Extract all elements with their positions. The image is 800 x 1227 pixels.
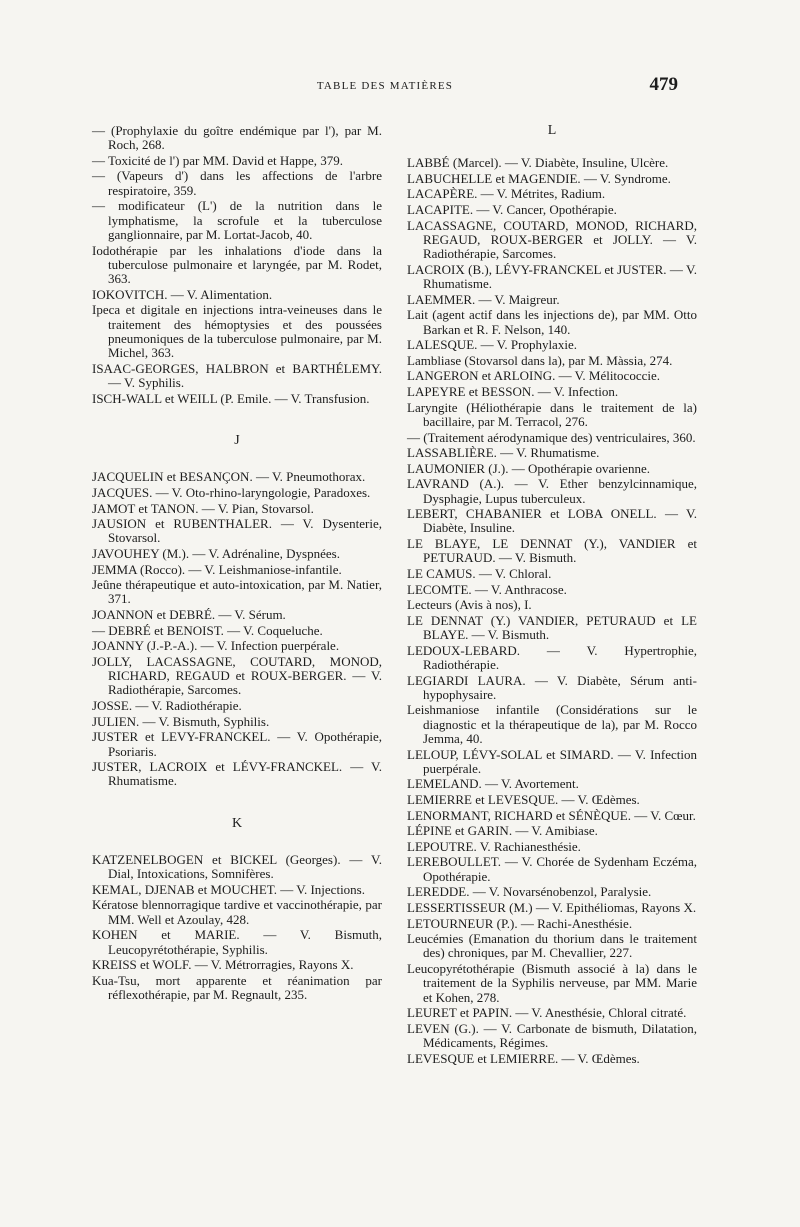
index-entry: JOSSE. — V. Radiothérapie. <box>92 698 242 714</box>
index-entry: LABBÉ (Marcel). — V. Diabète, Insuline, Ulcère. <box>407 155 669 171</box>
index-entry: JACQUELIN et BESANÇON. — V. Pneumothorax. <box>92 469 366 485</box>
running-title: TABLE DES MATIÈRES <box>316 80 454 92</box>
index-entry: LACAPITE. — V. Cancer, Opothérapie. <box>407 202 617 218</box>
index-entry: LETOURNEUR (P.). — Rachi-Anesthésie. <box>407 915 633 931</box>
index-entry: LEVESQUE et LEMIERRE. — V. Œdèmes. <box>407 1050 640 1066</box>
index-entry: Lambliase (Stovarsol dans la), par M. Màssia, 274. <box>407 352 673 368</box>
index-entry: Laryngite (Héliothérapie dans le traitement de la) bacillaire, par M. Terracol, 276. <box>407 399 697 429</box>
index-entry: LENORMANT, RICHARD et SÉNÈQUE. — V. Cœur. <box>407 807 696 823</box>
left-column <box>92 124 382 1004</box>
index-entry: KEMAL, DJENAB et MOUCHET. — V. Injections. <box>92 881 365 897</box>
index-entry: LEURET et PAPIN. — V. Anesthésie, Chloral citraté. <box>407 1005 687 1021</box>
index-entry: JOANNON et DEBRÉ. — V. Sérum. <box>92 607 286 623</box>
index-entry: — DEBRÉ et BENOIST. — V. Coqueluche. <box>92 622 323 638</box>
index-entry: JAVOUHEY (M.). — V. Adrénaline, Dyspnées. <box>92 545 340 561</box>
index-entry: — (Traitement aérodynamique des) ventriculaires, 360. <box>407 429 696 445</box>
index-entry: Leucémies (Emanation du thorium dans le traitement des) chroniques, par M. Chevallier, 227. <box>407 931 697 961</box>
index-entry: LASSABLIÈRE. — V. Rhumatisme. <box>407 445 600 461</box>
section-j-entries <box>92 470 382 788</box>
index-entry: JUSTER et LEVY-FRANCKEL. — V. Opothérapie, Psoriaris. <box>92 729 382 759</box>
section-letter-l: L <box>547 123 557 138</box>
index-entry: JAMOT et TANON. — V. Pian, Stovarsol. <box>92 500 314 516</box>
index-entry: LAPEYRE et BESSON. — V. Infection. <box>407 384 619 400</box>
index-entry: LACASSAGNE, COUTARD, MONOD, RICHARD, REGAUD, ROUX-BERGER et JOLLY. — V. Radiothérapie, Sarcomes. <box>407 217 697 262</box>
index-entry: IOKOVITCH. — V. Alimentation. <box>92 286 273 302</box>
index-entry: LE BLAYE, LE DENNAT (Y.), VANDIER et PETURAUD. — V. Bismuth. <box>407 536 697 566</box>
index-entry: JOANNY (J.-P.-A.). — V. Infection puerpérale. <box>92 638 340 654</box>
index-entry: LEPOUTRE. V. Rachianesthésie. <box>407 838 581 854</box>
index-entry: Ipeca et digitale en injections intra-veineuses dans le traitement des hémoptysies et des poussées pneumoniques de la tuberculose pulmonaire, par M. Michel, 363. <box>92 302 382 361</box>
index-entry: LEMELAND. — V. Avortement. <box>407 776 579 792</box>
index-entry: LEREBOULLET. — V. Chorée de Sydenham Eczéma, Opothérapie. <box>407 854 697 884</box>
index-entry: — modificateur (L') de la nutrition dans le lymphatisme, la scrofule et la tuberculose ganglionnaire, par M. Lortat-Jacob, 40. <box>92 198 382 242</box>
index-entry: LAUMONIER (J.). — Opothérapie ovarienne. <box>407 460 650 476</box>
index-entry: LELOUP, LÉVY-SOLAL et SIMARD. — V. Infection puerpérale. <box>407 746 697 776</box>
index-entry: LACAPÈRE. — V. Métrites, Radium. <box>407 186 606 202</box>
index-entry: LEVEN (G.). — V. Carbonate de bismuth, Dilatation, Médicaments, Régimes. <box>407 1020 697 1051</box>
index-entry: Leishmaniose infantile (Considérations sur le diagnostic et la thérapeutique de la), par M. Rocco Jemma, 40. <box>407 702 697 746</box>
index-entry: LALESQUE. — V. Prophylaxie. <box>407 337 577 353</box>
index-entry: LE CAMUS. — V. Chloral. <box>407 565 552 581</box>
index-entry: KATZENELBOGEN et BICKEL (Georges). — V. Dial, Intoxications, Somnifères. <box>92 852 382 882</box>
index-entry: LEREDDE. — V. Novarsénobenzol, Paralysie. <box>407 884 652 900</box>
section-l-entries <box>407 156 697 1066</box>
intro-entries <box>92 124 382 406</box>
right-column <box>407 124 697 1067</box>
index-entry: LEGIARDI LAURA. — V. Diabète, Sérum anti-hypophysaire. <box>407 672 697 702</box>
index-entry: JOLLY, LACASSAGNE, COUTARD, MONOD, RICHARD, REGAUD et ROUX-BERGER. — V. Radiothérapie, Sarcomes. <box>92 653 382 698</box>
index-entry: Jeûne thérapeutique et auto-intoxication, par M. Natier, 371. <box>92 577 382 607</box>
index-entry: JUSTER, LACROIX et LÉVY-FRANCKEL. — V. Rhumatisme. <box>92 759 382 789</box>
page-number: 479 <box>649 74 678 95</box>
index-entry: Kua-Tsu, mort apparente et réanimation par réflexothérapie, par M. Regnault, 235. <box>92 972 382 1003</box>
index-entry: LÉPINE et GARIN. — V. Amibiase. <box>407 823 598 839</box>
section-letter-k: K <box>231 815 243 831</box>
index-entry: Lait (agent actif dans les injections de), par MM. Otto Barkan et R. F. Nelson, 140. <box>407 307 697 337</box>
index-entry: LEDOUX-LEBARD. — V. Hypertrophie, Radiothérapie. <box>407 642 697 672</box>
index-entry: LAVRAND (A.). — V. Ether benzylcinnamique, Dysphagie, Lupus tuberculeux. <box>407 476 697 506</box>
index-entry: JULIEN. — V. Bismuth, Syphilis. <box>92 713 270 729</box>
index-entry: ISCH-WALL et WEILL (P. Emile. — V. Transfusion. <box>92 390 370 406</box>
index-entry: LEMIERRE et LEVESQUE. — V. Œdèmes. <box>407 792 640 808</box>
index-entry: LANGERON et ARLOING. — V. Mélitococcie. <box>407 368 660 384</box>
index-entry: LAEMMER. — V. Maigreur. <box>407 291 560 307</box>
index-entry: JACQUES. — V. Oto-rhino-laryngologie, Paradoxes. <box>92 484 371 500</box>
page-header <box>92 74 678 100</box>
index-entry: Iodothérapie par les inhalations d'iode dans la tuberculose pulmonaire et laryngée, par M. Rodet, 363. <box>92 242 382 287</box>
index-entry: LACROIX (B.), LÉVY-FRANCKEL et JUSTER. — V. Rhumatisme. <box>407 261 697 292</box>
index-entry: Kératose blennorragique tardive et vaccinothérapie, par MM. Well et Azoulay, 428. <box>92 897 382 927</box>
index-entry: KREISS et WOLF. — V. Métrorragies, Rayons X. <box>92 957 354 973</box>
section-letter-j: J <box>234 433 240 449</box>
index-entry: LABUCHELLE et MAGENDIE. — V. Syndrome. <box>407 170 671 186</box>
index-entry: — (Vapeurs d') dans les affections de l'arbre respiratoire, 359. <box>92 168 382 198</box>
index-entry: Leucopyrétothérapie (Bismuth associé à la) dans le traitement de la Syphilis nerveuse, par MM. Marie et Kohen, 278. <box>407 961 697 1005</box>
index-entry: LECOMTE. — V. Anthracose. <box>407 581 567 597</box>
section-k-entries <box>92 853 382 1002</box>
index-entry: ISAAC-GEORGES, HALBRON et BARTHÉLEMY. — V. Syphilis. <box>92 360 382 391</box>
index-entry: Lecteurs (Avis à nos), I. <box>407 597 532 613</box>
index-entry: KOHEN et MARIE. — V. Bismuth, Leucopyrétothérapie, Syphilis. <box>92 927 382 957</box>
index-entry: LESSERTISSEUR (M.) — V. Epithéliomas, Rayons X. <box>407 899 697 915</box>
index-entry: — (Prophylaxie du goître endémique par l'), par M. Roch, 268. <box>92 123 382 153</box>
index-entry: — Toxicité de l') par MM. David et Happe, 379. <box>92 152 344 168</box>
index-entry: JAUSION et RUBENTHALER. — V. Dysenterie, Stovarsol. <box>92 516 382 546</box>
index-entry: LE DENNAT (Y.) VANDIER, PETURAUD et LE BLAYE. — V. Bismuth. <box>407 612 697 643</box>
index-entry: LEBERT, CHABANIER et LOBA ONELL. — V. Diabète, Insuline. <box>407 506 697 536</box>
index-entry: JEMMA (Rocco). — V. Leishmaniose-infantile. <box>92 561 342 577</box>
